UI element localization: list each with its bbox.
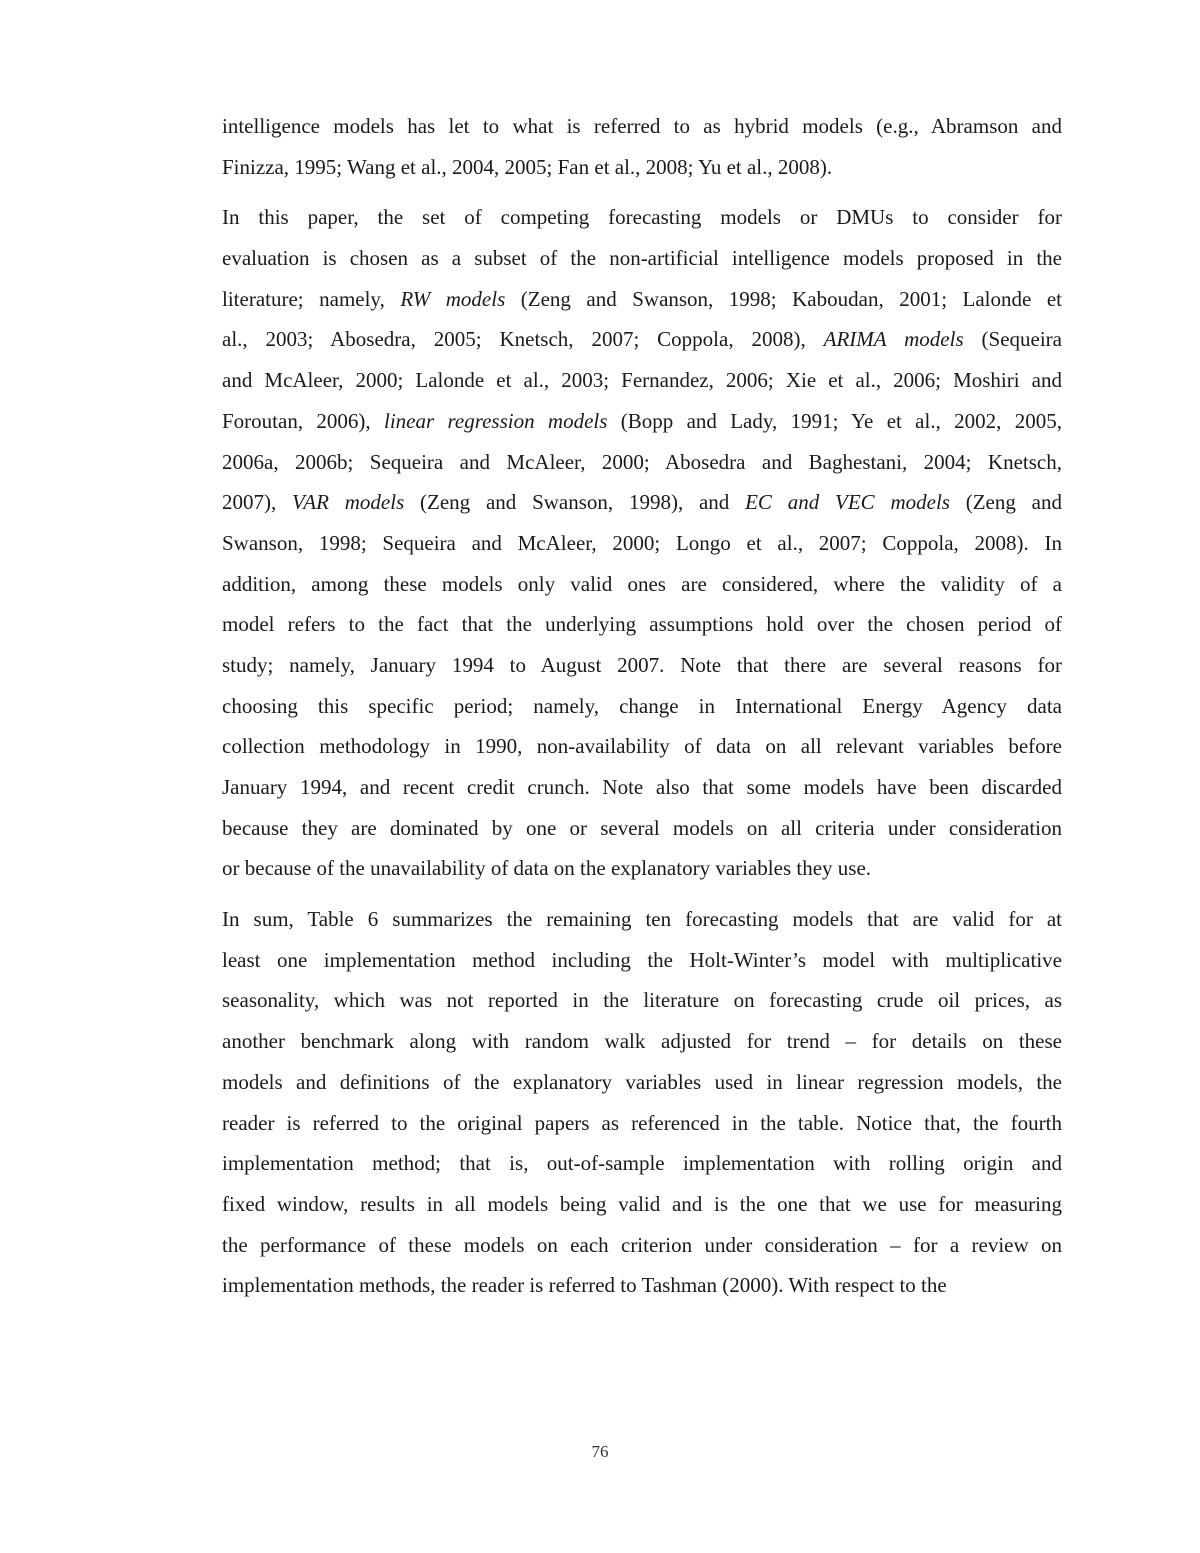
page-body xyxy=(222,106,1062,1306)
text-line xyxy=(222,482,1062,523)
italic-term: VAR models xyxy=(292,490,405,515)
text-line xyxy=(222,940,1062,981)
text-segment: another benchmark along with random walk adjusted for trend – for details on these xyxy=(222,1029,1062,1054)
text-segment: 2006a, 2006b; Sequeira and McAleer, 2000; Abosedra and Baghestani, 2004; Knetsch, xyxy=(222,449,1062,474)
paragraph xyxy=(222,197,1062,889)
text-segment: least one implementation method including the Holt-Winter’s model with multiplicative xyxy=(222,947,1062,972)
text-line xyxy=(222,564,1062,605)
page-number: 76 xyxy=(591,1442,609,1461)
text-line xyxy=(222,279,1062,320)
text-segment: because they are dominated by one or several models on all criteria under consideration xyxy=(222,815,1062,840)
text-line xyxy=(222,319,1062,360)
text-segment: (Sequeira xyxy=(963,327,1062,352)
text-segment: (Zeng and xyxy=(949,490,1062,515)
text-line xyxy=(222,147,1062,188)
italic-term: linear regression models xyxy=(383,408,608,433)
text-segment: fixed window, results in all models being valid and is the one that we use for measuring xyxy=(222,1191,1062,1216)
text-segment: Finizza, 1995; Wang et al., 2004, 2005; Fan et al., 2008; Yu et al., 2008). xyxy=(222,154,833,179)
text-line xyxy=(222,1062,1062,1103)
text-line xyxy=(222,899,1062,940)
text-line xyxy=(222,106,1062,147)
text-line xyxy=(222,1265,1062,1306)
text-line xyxy=(222,686,1062,727)
text-segment: model refers to the fact that the underlying assumptions hold over the chosen period of xyxy=(222,612,1062,637)
paragraph xyxy=(222,899,1062,1306)
text-segment: (Zeng and Swanson, 1998; Kaboudan, 2001; Lalonde et xyxy=(505,286,1062,311)
italic-term: ARIMA models xyxy=(823,327,964,352)
text-segment: Foroutan, 2006), xyxy=(222,408,384,433)
text-segment: seasonality, which was not reported in the literature on forecasting crude oil prices, as xyxy=(222,988,1062,1013)
text-line xyxy=(222,401,1062,442)
text-segment: study; namely, January 1994 to August 2007. Note that there are several reasons for xyxy=(222,652,1062,677)
text-segment: al., 2003; Abosedra, 2005; Knetsch, 2007; Coppola, 2008), xyxy=(222,327,824,352)
text-line xyxy=(222,360,1062,401)
text-line xyxy=(222,980,1062,1021)
text-segment: and McAleer, 2000; Lalonde et al., 2003; Fernandez, 2006; Xie et al., 2006; Moshiri and xyxy=(222,368,1062,393)
text-segment: evaluation is chosen as a subset of the non-artificial intelligence models proposed in the xyxy=(222,246,1062,271)
paragraph xyxy=(222,106,1062,187)
text-segment: Swanson, 1998; Sequeira and McAleer, 2000; Longo et al., 2007; Coppola, 2008). In xyxy=(222,530,1062,555)
text-segment: In this paper, the set of competing forecasting models or DMUs to consider for xyxy=(222,205,1062,230)
text-segment: 2007), xyxy=(222,490,293,515)
text-segment: literature; namely, xyxy=(222,286,401,311)
text-segment: implementation method; that is, out-of-sample implementation with rolling origin and xyxy=(222,1151,1062,1176)
text-line xyxy=(222,197,1062,238)
text-segment: models and definitions of the explanatory variables used in linear regression models, the xyxy=(222,1069,1062,1094)
text-line xyxy=(222,767,1062,808)
text-line xyxy=(222,808,1062,849)
text-segment: addition, among these models only valid ones are considered, where the validity of a xyxy=(222,571,1062,596)
text-line xyxy=(222,442,1062,483)
text-line xyxy=(222,726,1062,767)
text-line xyxy=(222,604,1062,645)
italic-term: RW models xyxy=(400,286,506,311)
text-segment: (Zeng and Swanson, 1998), and xyxy=(404,490,746,515)
text-segment: the performance of these models on each criterion under consideration – for a review on xyxy=(222,1232,1062,1257)
text-line xyxy=(222,645,1062,686)
text-segment: reader is referred to the original papers as referenced in the table. Notice that, the fourth xyxy=(222,1110,1062,1135)
text-line xyxy=(222,848,1062,889)
text-line xyxy=(222,1103,1062,1144)
text-segment: collection methodology in 1990, non-availability of data on all relevant variables before xyxy=(222,734,1062,759)
text-segment: choosing this specific period; namely, change in International Energy Agency data xyxy=(222,693,1062,718)
text-line xyxy=(222,1184,1062,1225)
text-line xyxy=(222,1143,1062,1184)
text-line xyxy=(222,238,1062,279)
text-line xyxy=(222,523,1062,564)
text-segment: implementation methods, the reader is referred to Tashman (2000). With respect to the xyxy=(222,1273,947,1298)
text-segment: In sum, Table 6 summarizes the remaining ten forecasting models that are valid for at xyxy=(222,907,1062,932)
text-segment: January 1994, and recent credit crunch. Note also that some models have been discarded xyxy=(222,775,1062,799)
text-segment: or because of the unavailability of data on the explanatory variables they use. xyxy=(222,856,872,881)
text-line xyxy=(222,1225,1062,1266)
italic-term: EC and VEC models xyxy=(745,490,950,515)
text-line xyxy=(222,1021,1062,1062)
text-segment: (Bopp and Lady, 1991; Ye et al., 2002, 2005, xyxy=(607,408,1063,433)
text-segment: intelligence models has let to what is referred to as hybrid models (e.g., Abramson and xyxy=(222,114,1062,138)
